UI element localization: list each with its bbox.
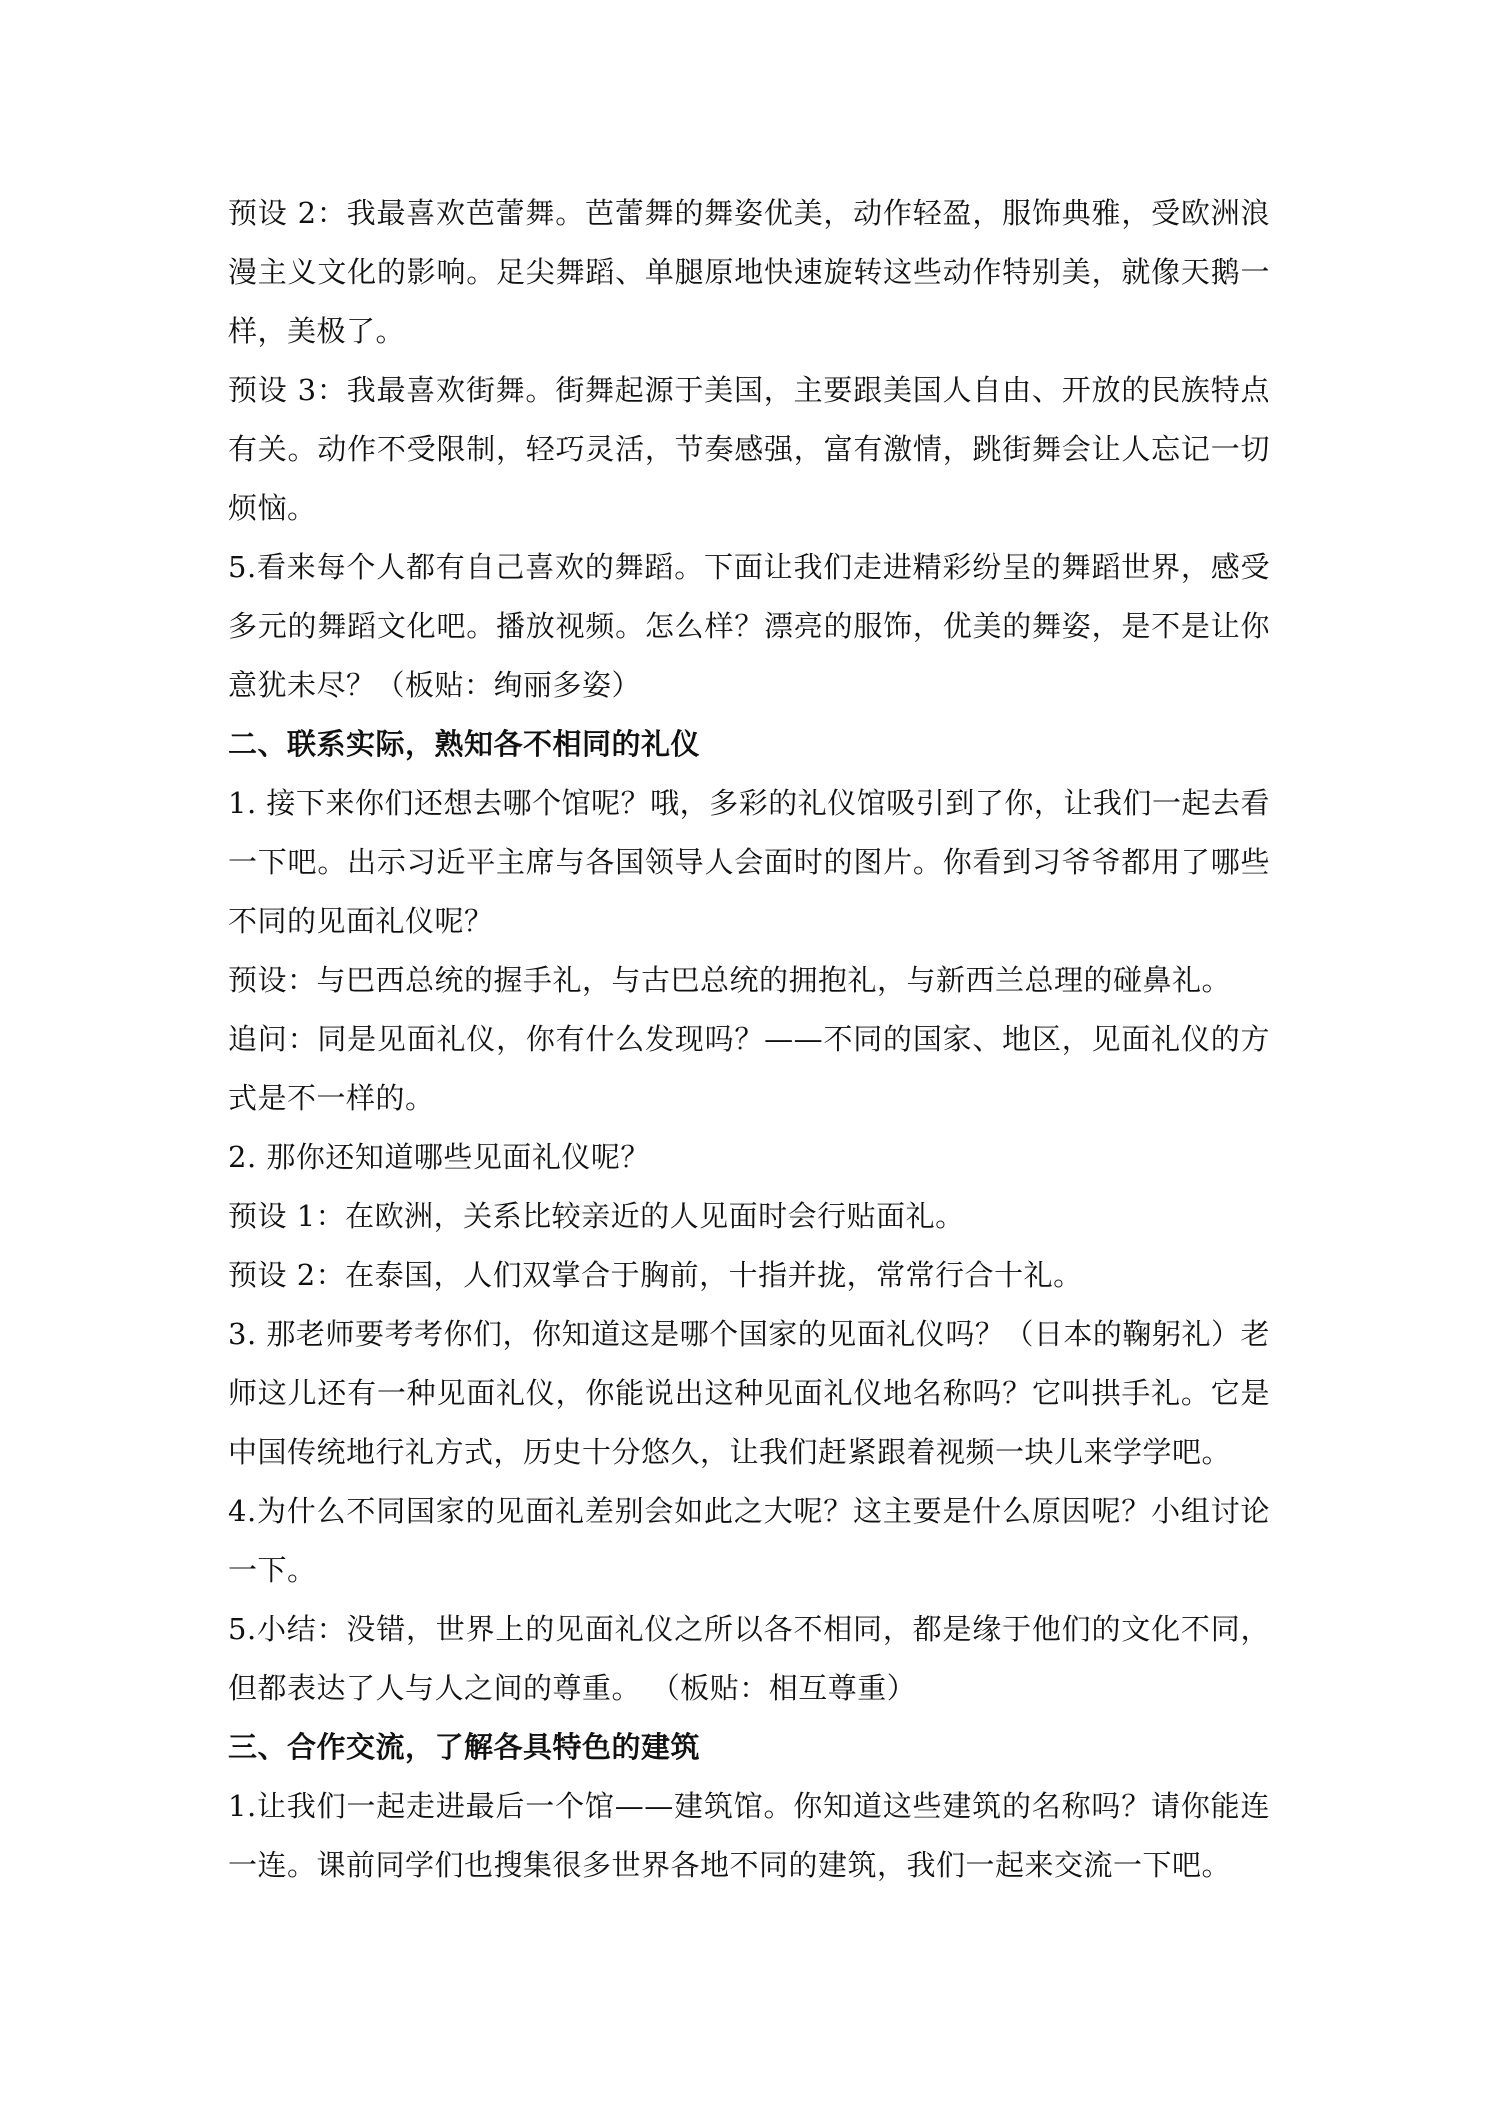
document-body xyxy=(228,184,1270,1895)
paragraph-preset-greetings: 预设：与巴西总统的握手礼，与古巴总统的拥抱礼，与新西兰总理的碰鼻礼。 xyxy=(228,963,1232,997)
paragraph-preset-3-street-dance: 预设 3：我最喜欢街舞。街舞起源于美国，主要跟美国人自由、开放的民族特点有关。动作不受限制，轻巧灵活，节奏感强，富有激情，跳街舞会让人忘记一切烦恼。 xyxy=(228,373,1270,525)
paragraph-follow-up-question: 追问：同是见面礼仪，你有什么发现吗？——不同的国家、地区，见面礼仪的方式是不一样的。 xyxy=(228,1022,1270,1115)
paragraph-step-5-dance-world: 5.看来每个人都有自己喜欢的舞蹈。下面让我们走进精彩纷呈的舞蹈世界，感受多元的舞蹈文化吧。播放视频。怎么样？漂亮的服饰，优美的舞姿，是不是让你意犹未尽？（板贴：绚丽多姿） xyxy=(228,550,1270,702)
paragraph-step-2-other-greetings: 2. 那你还知道哪些见面礼仪呢？ xyxy=(228,1140,650,1174)
paragraph-step-5-summary: 5.小结：没错，世界上的见面礼仪之所以各不相同，都是缘于他们的文化不同，但都表达了人与人之间的尊重。 （板贴：相互尊重） xyxy=(228,1612,1270,1705)
paragraph-preset-2-thailand: 预设 2：在泰国，人们双掌合于胸前，十指并拢，常常行合十礼。 xyxy=(228,1258,1083,1292)
paragraph-step-1-architecture-hall: 1.让我们一起走进最后一个馆——建筑馆。你知道这些建筑的名称吗？请你能连一连。课前同学们也搜集很多世界各地不同的建筑，我们一起来交流一下吧。 xyxy=(228,1789,1270,1882)
paragraph-preset-1-europe: 预设 1：在欧洲，关系比较亲近的人见面时会行贴面礼。 xyxy=(228,1199,965,1233)
paragraph-step-1-etiquette-hall: 1. 接下来你们还想去哪个馆呢？哦，多彩的礼仪馆吸引到了你，让我们一起去看一下吧。出示习近平主席与各国领导人会面时的图片。你看到习爷爷都用了哪些不同的见面礼仪呢？ xyxy=(228,786,1270,938)
section-heading-architecture: 三、合作交流，了解各具特色的建筑 xyxy=(228,1730,701,1764)
paragraph-step-3-quiz: 3. 那老师要考考你们，你知道这是哪个国家的见面礼仪吗？（日本的鞠躬礼）老师这儿还有一种见面礼仪，你能说出这种见面礼仪地名称吗？它叫拱手礼。它是中国传统地行礼方式，历史十分悠久，让我们赶紧跟着视频一块儿来学学吧。 xyxy=(228,1317,1270,1469)
paragraph-preset-2-ballet: 预设 2：我最喜欢芭蕾舞。芭蕾舞的舞姿优美，动作轻盈，服饰典雅，受欧洲浪漫主义文化的影响。足尖舞蹈、单腿原地快速旋转这些动作特别美，就像天鹅一样，美极了。 xyxy=(228,196,1270,348)
paragraph-step-4-discussion: 4.为什么不同国家的见面礼差别会如此之大呢？这主要是什么原因呢？小组讨论一下。 xyxy=(228,1494,1270,1587)
section-heading-etiquette: 二、联系实际，熟知各不相同的礼仪 xyxy=(228,727,701,761)
